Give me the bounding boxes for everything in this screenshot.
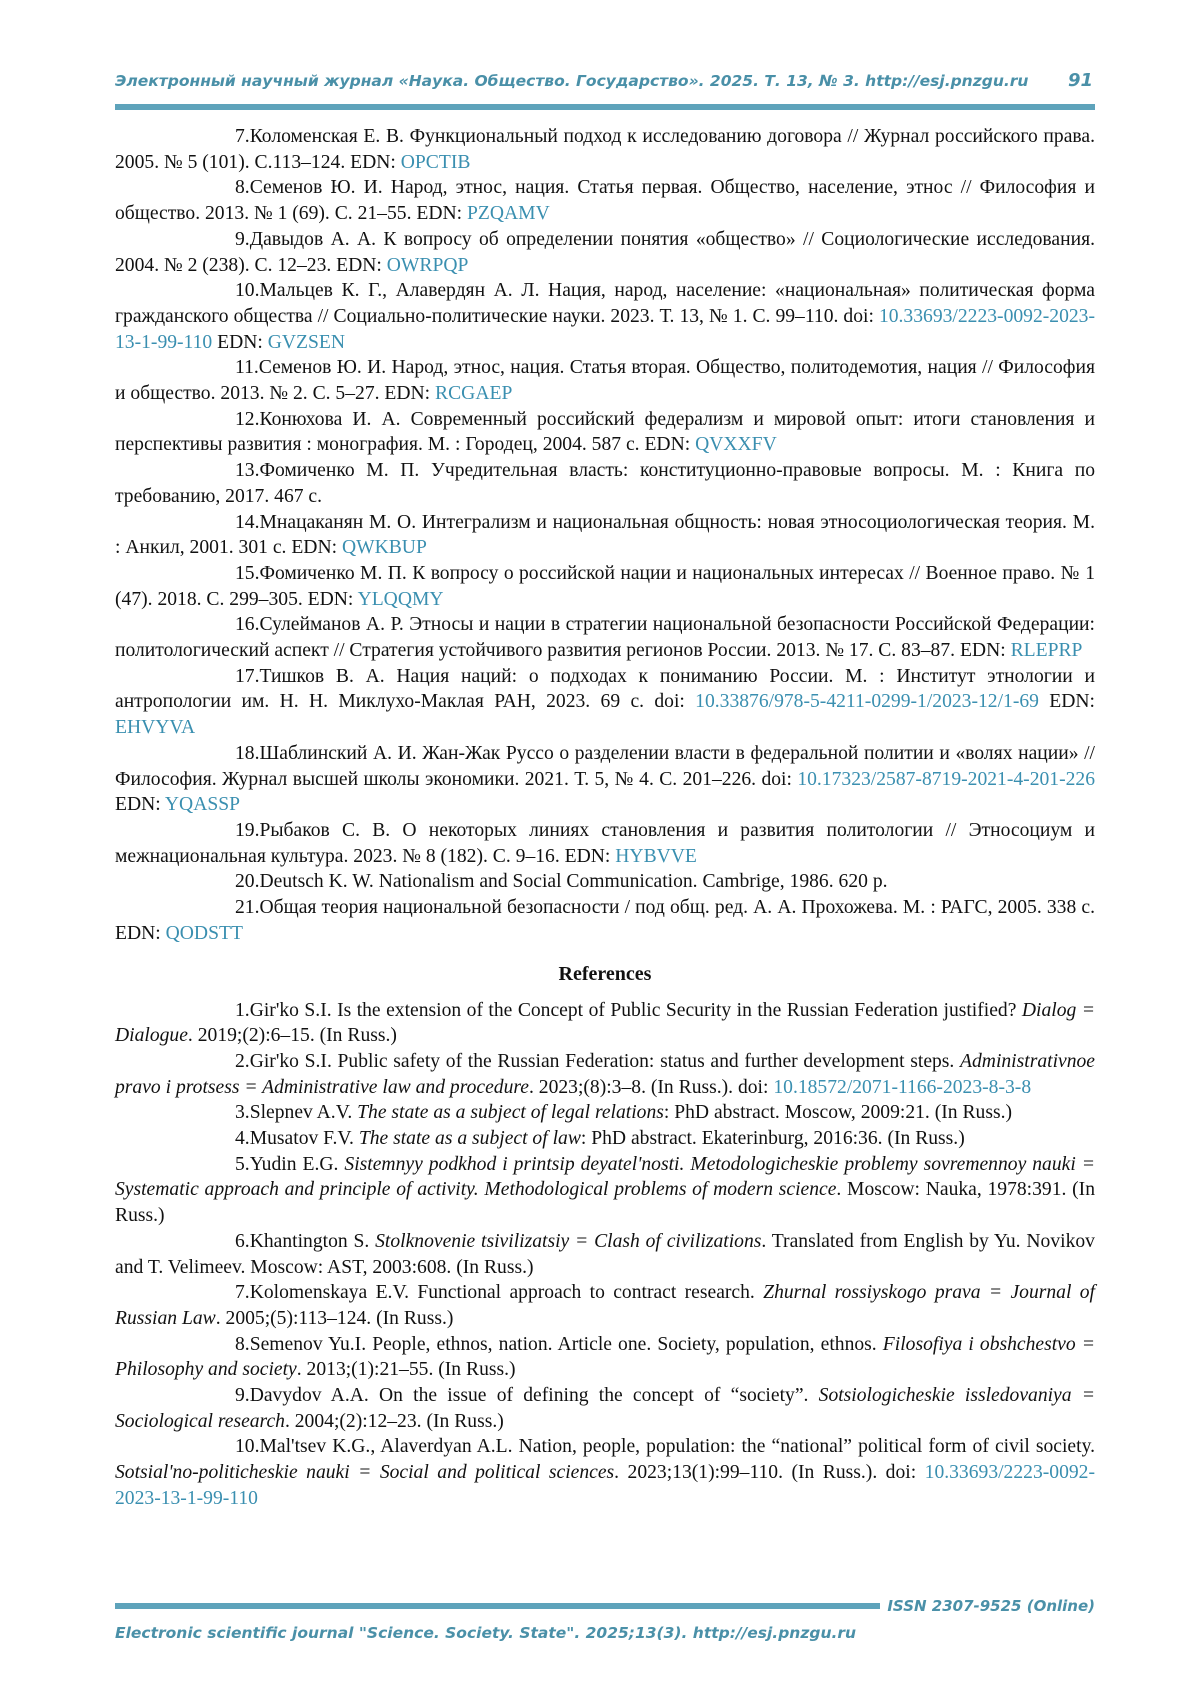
reference-source-title: Dialog = Dialogue — [115, 999, 1095, 1047]
page-header — [115, 70, 1095, 100]
reference-item — [115, 741, 1095, 818]
reference-number: 15. — [235, 562, 260, 584]
reference-number: 16. — [235, 614, 260, 636]
reference-number: 19. — [235, 819, 260, 841]
reference-link[interactable]: RCGAEP — [435, 383, 513, 405]
reference-item — [115, 458, 1095, 509]
reference-item — [115, 612, 1095, 663]
reference-text: Mal'tsev K.G., Alaverdyan A.L. Nation, people, population: the “national” political form of civil society. — [259, 1436, 1095, 1458]
reference-item — [115, 1332, 1095, 1383]
reference-text: . 2004;(2):12–23. (In Russ.) — [284, 1410, 504, 1432]
reference-item — [115, 124, 1095, 175]
reference-link[interactable]: PZQAMV — [466, 203, 550, 225]
header-journal-title: Электронный научный журнал «Наука. Общество. Государство». 2025. Т. 13, № 3. http://esj.pnzgu.ru — [115, 72, 1029, 90]
reference-item — [115, 1126, 1095, 1152]
reference-number: 11. — [235, 357, 259, 379]
reference-text: . 2019;(2):6–15. (In Russ.) — [187, 1025, 397, 1047]
reference-text: Gir'ko S.I. Is the extension of the Concept of Public Security in the Russian Federation justified? — [249, 999, 1022, 1021]
reference-text: Deutsch K. W. Nationalism and Social Communication. Cambrige, 1986. 620 p. — [259, 871, 888, 893]
reference-text: : PhD abstract. Moscow, 2009:21. (In Russ.) — [663, 1102, 1013, 1124]
header-rule — [115, 104, 1095, 110]
reference-source-title: The state as a subject of law — [358, 1128, 581, 1150]
reference-item — [115, 895, 1095, 946]
footer-issn: ISSN 2307-9525 (Online) — [887, 1597, 1095, 1615]
reference-text: Yudin E.G. — [249, 1153, 345, 1175]
reference-link[interactable]: YQASSP — [164, 794, 241, 816]
reference-link[interactable]: QVXXFV — [695, 434, 777, 456]
reference-item — [115, 227, 1095, 278]
english-reference-list — [115, 998, 1095, 1512]
reference-number: 8. — [235, 177, 250, 199]
reference-number: 18. — [235, 742, 260, 764]
reference-text: Семенов Ю. И. Народ, этнос, нация. Статья вторая. Общество, политодемотия, нация // Философия и общество. 2013. № 2. С. 5–27. EDN: — [115, 357, 1095, 405]
reference-source-title: Stolknovenie tsivilizatsiy = Clash of civilizations — [375, 1230, 762, 1252]
reference-link[interactable]: EHVYVA — [115, 717, 196, 739]
reference-number: 1. — [235, 999, 250, 1021]
footer-journal-title: Electronic scientific journal "Science. Society. State". 2025;13(3). http://esj.pnzgu.ru — [115, 1624, 857, 1642]
reference-text: Давыдов А. А. К вопросу об определении понятия «общество» // Социологические исследования. 2004. № 2 (238). С. 12–23. EDN: — [115, 228, 1095, 276]
reference-text: EDN: — [1038, 691, 1095, 713]
reference-text: Khantington S. — [249, 1230, 376, 1252]
reference-text: Общая теория национальной безопасности / под общ. ред. А. А. Прохожева. М. : РАГС, 2005. 338 с. EDN: — [115, 897, 1095, 944]
reference-item — [115, 355, 1095, 406]
reference-number: 12. — [235, 408, 260, 430]
reference-text: Gir'ko S.I. Public safety of the Russian Federation: status and further development steps. — [249, 1050, 961, 1072]
reference-link[interactable]: 10.18572/2071-1166-2023-8-3-8 — [773, 1076, 1032, 1098]
reference-item — [115, 1049, 1095, 1100]
references-heading: References — [558, 962, 652, 985]
reference-item — [115, 998, 1095, 1049]
reference-item — [115, 869, 1095, 895]
reference-text: Semenov Yu.I. People, ethnos, nation. Article one. Society, population, ethnos. — [249, 1333, 883, 1355]
reference-source-title: The state as a subject of legal relations — [357, 1102, 664, 1124]
reference-number: 3. — [235, 1102, 250, 1124]
reference-text: Конюхова И. А. Современный российский федерализм и мировой опыт: итоги становления и перспективы развития : монография. М. : Городец, 2004. 587 с. EDN: — [115, 408, 1095, 456]
reference-item — [115, 664, 1095, 741]
reference-source-title: Sotsial'no-politicheskie nauki = Social and political sciences — [115, 1462, 615, 1484]
reference-item — [115, 1100, 1095, 1126]
reference-source-title: Administrativnoe pravo i protsess = Administrative law and procedure — [115, 1050, 1095, 1098]
reference-text: Мальцев К. Г., Алавердян А. Л. Нация, народ, население: «национальная» политическая форма гражданского общества // Социально-политические науки. 2023. Т. 13, № 1. С. 99–110. doi: — [115, 280, 1095, 327]
reference-link[interactable]: GVZSEN — [267, 331, 346, 353]
reference-link[interactable]: 10.33693/2223-0092-2023-13-1-99-110 — [115, 305, 1095, 353]
reference-text: Kolomenskaya E.V. Functional approach to contract research. — [249, 1282, 764, 1304]
reference-item — [115, 818, 1095, 869]
reference-number: 5. — [235, 1153, 250, 1175]
reference-number: 20. — [235, 871, 260, 893]
reference-link[interactable]: QWKBUP — [341, 537, 427, 559]
reference-text: . 2023;13(1):99–110. (In Russ.). doi: — [614, 1462, 925, 1484]
reference-source-title: Sotsiologicheskie issledovaniya = Sociological research — [115, 1385, 1095, 1432]
reference-item — [115, 175, 1095, 226]
reference-text: Фомиченко М. П. Учредительная власть: конституционно-правовые вопросы. М. : Книга по требованию, 2017. 467 с. — [115, 460, 1095, 507]
reference-text: Тишков В. А. Нация наций: о подходах к пониманию России. М. : Институт этнологии и антропологии им. Н. Н. Миклухо-Маклая РАН, 2023. 69 с. doi: — [115, 665, 1095, 713]
reference-text: Musatov F.V. — [249, 1128, 359, 1150]
reference-item — [115, 1152, 1095, 1229]
russian-reference-list — [115, 124, 1095, 947]
reference-number: 17. — [235, 665, 260, 687]
reference-text: . Translated from English by Yu. Novikov and T. Velimeev. Moscow: AST, 2003:608. (In Russ.) — [115, 1230, 1095, 1278]
reference-link[interactable]: OWRPQP — [386, 254, 469, 276]
reference-link[interactable]: HYBVVE — [615, 845, 697, 867]
reference-link[interactable]: 10.17323/2587-8719-2021-4-201-226 — [797, 768, 1095, 790]
reference-item — [115, 1383, 1095, 1434]
reference-text: Коломенская Е. В. Функциональный подход к исследованию договора // Журнал российского права. 2005. № 5 (101). С.113–124. EDN: — [115, 126, 1095, 173]
reference-text: Сулейманов А. Р. Этносы и нации в стратегии национальной безопасности Российской Федерации: политологический аспект // Стратегия устойчивого развития регионов России. 2013. № 17. С. 83–87. EDN: — [115, 614, 1095, 662]
reference-number: 7. — [235, 1282, 250, 1304]
reference-number: 10. — [235, 1436, 260, 1458]
reference-item — [115, 1229, 1095, 1280]
reference-item — [115, 278, 1095, 355]
reference-link[interactable]: YLQQMY — [357, 588, 444, 610]
reference-source-title: Sistemnyy podkhod i printsip deyatel'nosti. Metodologicheskie problemy sovremennoy nauki = Systematic approach and principle of activity. Methodological problems of modern science — [115, 1153, 1095, 1201]
reference-text: . Moscow: Nauka, 1978:391. (In Russ.) — [115, 1179, 1096, 1227]
reference-text: Семенов Ю. И. Народ, этнос, нация. Статья первая. Общество, население, этнос // Философия и общество. 2013. № 1 (69). С. 21–55. EDN: — [115, 177, 1095, 225]
reference-number: 4. — [235, 1128, 250, 1150]
reference-text: Slepnev A.V. — [249, 1102, 358, 1124]
reference-number: 9. — [235, 1385, 250, 1407]
reference-text: Фомиченко М. П. К вопросу о российской нации и национальных интересах // Военное право. № 1 (47). 2018. С. 299–305. EDN: — [115, 562, 1095, 610]
reference-text: . 2013;(1):21–55. (In Russ.) — [296, 1359, 516, 1381]
reference-number: 13. — [235, 460, 260, 482]
reference-source-title: Zhurnal rossiyskogo prava = Journal of Russian Law — [115, 1282, 1095, 1329]
reference-item — [115, 1280, 1095, 1331]
reference-item — [115, 561, 1095, 612]
reference-link[interactable]: 10.33693/2223-0092-2023-13-1-99-110 — [115, 1462, 1095, 1509]
reference-item — [115, 407, 1095, 458]
reference-text: EDN: — [212, 331, 268, 353]
reference-number: 9. — [235, 228, 250, 250]
reference-text: Рыбаков С. В. О некоторых линиях становления и развития политологии // Этносоциум и межнациональная культура. 2023. № 8 (182). С. 9–16. EDN: — [115, 819, 1095, 867]
reference-item — [115, 1434, 1095, 1511]
reference-text: . 2005;(5):113–124. (In Russ.) — [215, 1307, 454, 1329]
reference-text: Шаблинский А. И. Жан-Жак Руссо о разделении власти в федеральной политии и «волях нации» // Философия. Журнал высшей школы экономики. 2021. Т. 5, № 4. С. 201–226. doi: — [115, 742, 1095, 790]
main-content — [115, 124, 1095, 1512]
reference-text: Мнацаканян М. О. Интегрализм и национальная общность: новая этносоциологическая теория. М. : Анкил, 2001. 301 с. EDN: — [115, 511, 1095, 559]
reference-text: : PhD abstract. Ekaterinburg, 2016:36. (In Russ.) — [580, 1128, 965, 1150]
page-number: 91 — [1067, 70, 1093, 91]
reference-text: Davydov A.A. On the issue of defining the concept of “society”. — [249, 1385, 819, 1407]
reference-number: 21. — [235, 897, 260, 919]
reference-source-title: Filosofiya i obshchestvo = Philosophy and society — [115, 1333, 1095, 1381]
reference-link[interactable]: 10.33876/978-5-4211-0299-1/2023-12/1-69 — [695, 691, 1039, 713]
reference-text: EDN: — [115, 794, 165, 816]
reference-number: 14. — [235, 511, 260, 533]
footer-rule — [115, 1603, 880, 1609]
reference-link[interactable]: RLEPRP — [1010, 640, 1083, 662]
reference-number: 2. — [235, 1050, 250, 1072]
reference-number: 6. — [235, 1230, 250, 1252]
reference-link[interactable]: OPCTIB — [400, 151, 471, 173]
reference-text: . 2023;(8):3–8. (In Russ.). doi: — [528, 1076, 774, 1098]
reference-number: 7. — [235, 126, 250, 147]
reference-number: 10. — [235, 280, 260, 302]
reference-number: 8. — [235, 1333, 250, 1355]
reference-item — [115, 510, 1095, 561]
reference-link[interactable]: QODSTT — [165, 922, 243, 944]
